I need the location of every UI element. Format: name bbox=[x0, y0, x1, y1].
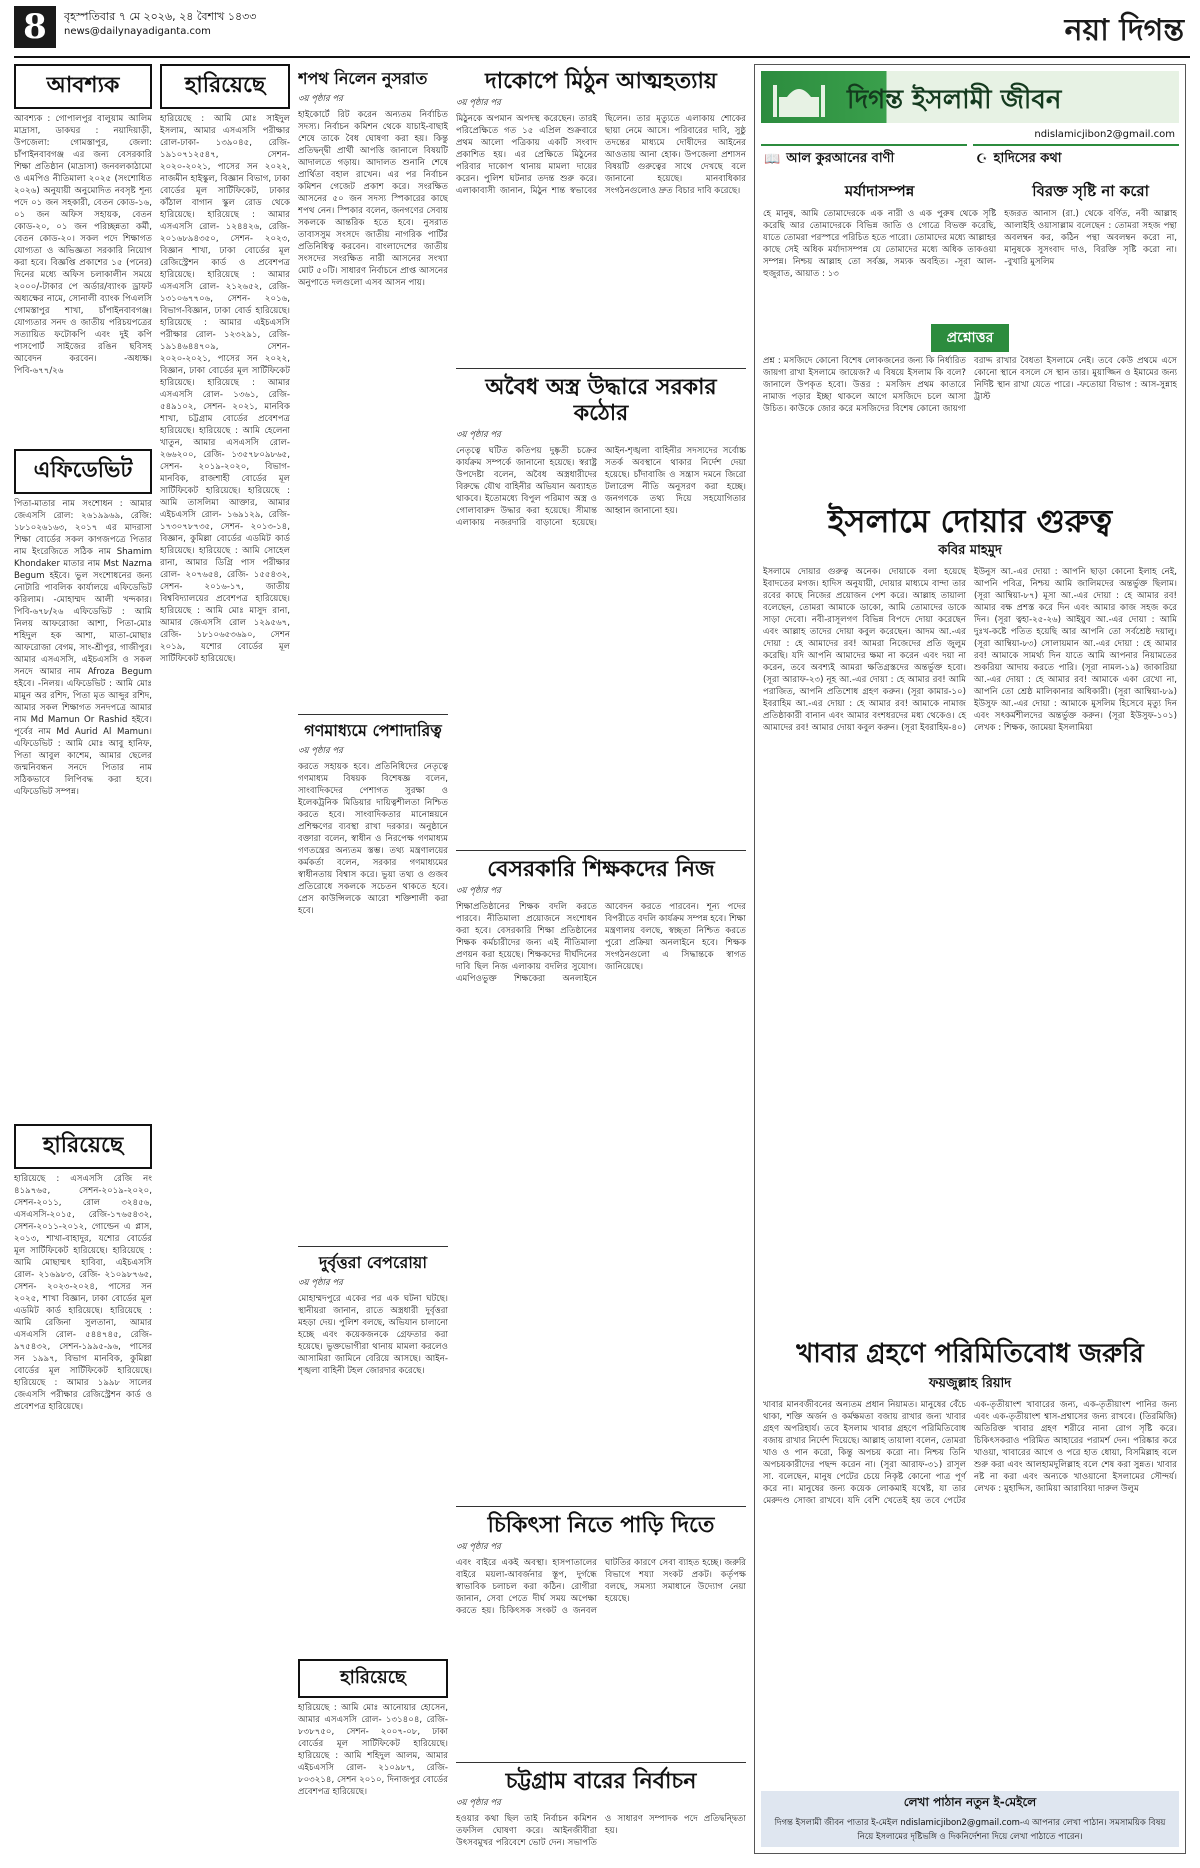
quran-tab bbox=[761, 144, 967, 173]
headline-dua-importance[interactable]: ইসলামে দোয়ার গুরুত্ব bbox=[827, 502, 1113, 540]
headline-ctg-bar-election[interactable]: চট্টগ্রাম বারের নির্বাচন bbox=[505, 1768, 697, 1794]
masthead-rule bbox=[14, 56, 1190, 58]
logo-text: নয়া দিগন্ত bbox=[1064, 13, 1184, 48]
submit-article-footer bbox=[761, 1791, 1179, 1847]
page-number: 8 bbox=[14, 6, 56, 48]
mosque-icon bbox=[769, 77, 829, 117]
islamic-life-section bbox=[754, 64, 1186, 1854]
story-medical-travel: এবং বাইরে একই অবস্থা। হাসপাতালের বাইরে ময়লা-আবর্জনার স্তূপ, দুর্গন্ধে স্বাভাবিক চলাচল করা কঠিন। রোগীরা জানান, সেবা পেতে দীর্ঘ সময় অপেক্ষা করতে হয়। চিকিৎসক সংকট ও জনবল ঘাটতির কারণে সেবা ব্যাহত হচ্ছে। জরুরি বিভাগে শয্যা সংকট প্রকট। কর্তৃপক্ষ বলছে, সমস্যা সমাধানে উদ্যোগ নেয়া হয়েছে। bbox=[456, 1558, 746, 1616]
hadith-text: হজরত আনাস (রা.) থেকে বর্ণিত, নবী আল্লাহ আলাইহি ওয়াসাল্লাম বলেছেন : তোমরা সহজ পন্থা অবলম্বন কর, কঠিন পন্থা অবলম্বন করো না, মানুষকে সুসংবাদ দাও, বিরক্তি সৃষ্টি করো না। -বুখারি মুসলিম bbox=[1004, 209, 1177, 267]
divider bbox=[456, 1506, 746, 1507]
headline-private-teachers[interactable]: বেসরকারি শিক্ষকদের নিজ bbox=[487, 856, 715, 882]
news-column-3 bbox=[298, 64, 448, 1854]
quran-hadith-content bbox=[755, 177, 1185, 318]
continued-tag: ৩য় পৃষ্ঠার পর bbox=[456, 98, 501, 108]
story-nusrat-oath: হাইকোর্টে রিট করেন অন্যতম নির্বাচিত সদস্য। নির্বাচন কমিশন থেকে যাচাই-বাছাই শেষে তাকে বৈধ ঘোষণা করা হয়। কিন্তু প্রতিদ্বন্দ্বী প্রার্থী আপত্তি জানালে বিষয়টি আদালতে গড়ায়। আদালত শুনানি শেষে প্রার্থিতা বহাল রাখেন। এর পর নির্বাচন কমিশন গেজেট প্রকাশ করে। সংরক্ষিত আসনের ৫০ জন সদস্য স্পিকারের কাছে শপথ নেন। স্পিকার বলেন, জনগণের সেবায় সকলকে আন্তরিক হতে হবে। নুসরাত তাবাসসুম সংসদে জাতীয় নাগরিক পার্টির প্রতিনিধিত্ব করবেন। বাংলাদেশের জাতীয় সংসদের সংরক্ষিত নারী আসনের সংখ্যা মোট ৫০টি। সাধারণ নির্বাচনে প্রাপ্ত আসনের অনুপাতে দলগুলো এসব আসন পায়। bbox=[298, 110, 448, 288]
continued-tag: ৩য় পৃষ্ঠার পর bbox=[456, 430, 501, 440]
headline-nusrat-oath[interactable]: শপথ নিলেন নুসরাত bbox=[298, 69, 428, 88]
classifieds-column-1 bbox=[14, 64, 152, 1854]
dateline: বৃহস্পতিবার ৭ মে ২০২৬, ২৪ বৈশাখ ১৪৩৩ bbox=[64, 10, 257, 23]
classifieds-column-2 bbox=[160, 64, 290, 1854]
qa-text: প্রশ্ন : মসজিদে কোনো বিশেষ লোকজনের জন্য কি নির্ধারিত জায়গা রাখা ইসলামে জায়েজ? এ বিষয়ে ইসলাম কি বলে? জানালে উপকৃত হবো। উত্তর : মসজিদ প্রথম কাতারে নামাজ পড়ার ইচ্ছা থাকলে আগে মসজিদে চলে আসা উচিত। কাউকে জোর করে মসজিদের বিশেষ কোনো জায়গা বরাদ্দ রাখার বৈধতা ইসলামে নেই। তবে কেউ প্রথমে এসে কোনো স্থানে বসলে সে স্থান তার। মুয়াজ্জিন ও ইমামের জন্য নির্দিষ্ট স্থান রাখা যেতে পারে। -ফতোয়া বিভাগ : আস-সুন্নাহ ট্রাস্ট bbox=[763, 356, 1177, 414]
lost-notices-2: হারিয়েছে : আমি মোঃ সাইদুল ইসলাম, আমার এসএসসি পরীক্ষার রোল-ঢাকা- ১৩৯০৪৫, রেজি- ১৯১০৭১২৫৪৭, সেশন- ২০২০-২০২১, পাসের সন ২০২২, নাজমীন হাইস্কুল, বিজ্ঞান বিভাগ, ঢাকা বোর্ডের মূল সার্টিফিকেট, ঢাকার কাঁঠাল বাগান স্কুল রোড থেকে হারিয়েছে। হারিয়েছে : আমার এসএসসি রোল- ১২৪৪২৬, রেজি- ২০১৬৮৯৪৩৫০, সেশন- ২০২৩, বিজ্ঞান শাখা, ঢাকা বোর্ডের মূল রেজিস্ট্রেশন কার্ড ও প্রবেশপত্র হারিয়েছে। হারিয়েছে : আমার এসএসসি রোল- ২১২৬৫২, রেজি- ১৩১০৬৭৭০৬, সেশন- ২০১৬, বিভাগ-বিজ্ঞান, ঢাকা বোর্ড হারিয়েছে। হারিয়েছে : আমার এইচএসসি পরীক্ষার রোল- ১২৩২৯১, রেজি- ১৯১৪৬৪৪৭০৯, সেশন- ২০২০-২০২১, পাসের সন ২০২২, বিজ্ঞান, ঢাকা বোর্ডের মূল সার্টিফিকেট হারিয়েছে। হারিয়েছে : আমার এসএসসি রোল- ১৩৬১, রেজি- ৫৪৯১০২, সেশন- ২০২১, মানবিক শাখা, চট্টগ্রাম বোর্ডের প্রবেশপত্র হারিয়েছে। হারিয়েছে : আমি হেলেনা খাতুন, আমার এসএসসি রোল- ২৬৬২০০, রেজি- ১৩৫৭৮০৯৮৬৫, সেশন- ২০১৯-২০২০, বিভাগ- মানবিক, রাজশাহী বোর্ডের মূল সার্টিফিকেট হারিয়েছে। হারিয়েছে : আমি তাসলিমা আক্তার, আমার এইচএসসি রোল- ১৬৯১২৯, রেজি- ১৭৩০৭৮৭৩৫, সেশন- ২০১৩-১৪, বিজ্ঞান, কুমিল্লা বোর্ডের এডমিট কার্ড হারিয়েছে। হারিয়েছে : আমি সোহেল রানা, আমার ডিগ্রি পাস পরীক্ষার রোল- ২০৭৬৫৪, রেজি- ১৫৫৪৩২, সেশন- ২০১৬-১৭, জাতীয় বিশ্ববিদ্যালয়ের প্রবেশপত্র হারিয়েছে। হারিয়েছে : আমি মোঃ মাসুদ রানা, আমার জেএসসি রোল ১২৯৫৬৭, রেজি- ১৮১০৬৫৩৬৯০, সেশন ২০১৯, যশোর বোর্ডের মূল সার্টিফিকেট হারিয়েছে। bbox=[160, 114, 290, 664]
lost-notices-3: হারিয়েছে : আমি মোঃ আনোয়ার হোসেন, আমার এসএসসি রোল- ১৩১৪০৪, রেজি- ৮৩৮৭৫০, সেশন- ২০০৭-০৮, ঢাকা বোর্ডের মূল সার্টিফিকেট হারিয়েছে। হারিয়েছে : আমি শহিদুল আলম, আমার এইচএসসি রোল- ২১০৯৮৭, রেজি- ৮০৩২১৪, সেশন ২০১০, দিনাজপুর বোর্ডের প্রবেশপত্র হারিয়েছে। bbox=[298, 1703, 448, 1797]
headline-media-professionalism[interactable]: গণমাধ্যমে পেশাদারিত্ব bbox=[304, 721, 442, 740]
affidavit-notices: পিতা-মাতার নাম সংশোধন : আমার জেএসসি রোল: ২৬১৯৯৬৯, রেজি: ১৮১০২৬১৬৩, ২০১৭ এর মাদরাসা শিক্ষা বোর্ডের সকল কাগজপত্রে পিতার নাম ইংরেজিতে সঠিক নাম Shamim Khondaker মাতার নাম Mst Nazma Begum হইবে। ভুল সংশোধনের জন্য নোটারি পাবলিক কার্যালয়ে এফিডেভিট করিলাম। -মোহাম্মদ আলী খন্দকার। পিবি-৬৭৮/২৬ এফিডেভিট : আমি নিলয় আফরোজা আশা, পিতা-মোঃ শহিদুল হক আশা, মাতা-মোছাঃ আফরোজা বেগম, সাং-শ্রীপুর, গাজীপুর। আমার এসএসসি, এইচএসসি ও সকল সনদে আমার নাম Afroza Begum হইবে। -নিলয়। এফিডেভিট : আমি মোঃ মামুন অর রশিদ, পিতা মৃত আব্দুর রশিদ, আমার সকল শিক্ষাগত সনদপত্রে আমার নাম Md Mamun Or Rashid হইবে। পূর্বের নাম Md Aurid Al Mamun। এফিডেভিট : আমি মোঃ আবু হানিফ, পিতা আবুল কাশেম, আমার ছেলের জন্মনিবন্ধন সনদে পিতার নাম সঠিকভাবে লিপিবদ্ধ করা হবে। এফিডেভিট সম্পন্ন। bbox=[14, 499, 152, 797]
headline-miscreants[interactable]: দুর্বৃত্তরা বেপরোয়া bbox=[319, 1253, 427, 1272]
quran-hadith-tabs bbox=[761, 144, 1179, 173]
continued-tag: ৩য় পৃষ্ঠার পর bbox=[456, 1798, 501, 1808]
continued-tag: ৩য় পৃষ্ঠার পর bbox=[456, 1542, 501, 1552]
quran-title: মর্যাদাসম্পন্ন bbox=[844, 182, 915, 200]
divider bbox=[298, 714, 448, 715]
continued-tag: ৩য় পৃষ্ঠার পর bbox=[298, 746, 343, 756]
hadith-block bbox=[1004, 177, 1177, 318]
masthead bbox=[14, 6, 1190, 56]
crescent-icon: ☪ bbox=[976, 152, 988, 167]
footer-heading: লেখা পাঠান নতুন ই-মেইলে bbox=[903, 1795, 1037, 1809]
wanted-notice: আবশ্যক : গোপালপুর বালুয়াম আলিম মাদ্রাসা, ডাকঘর : নয়াদিয়াড়ী, উপজেলা: গোমস্তাপুর, জেলা: চাঁপাইনবাবগঞ্জ এর জন্য বেসরকারি শিক্ষা প্রতিষ্ঠান (মাদ্রাসা) জনবলকাঠামো ও এমপিও নীতিমালা ২০২৫ (সংশোধিত ২০২৬) অনুযায়ী অনুমোদিত নবসৃষ্ট শূন্য পদে ০১ জন সহকারী, বেতন কোড-১৬, ০১ জন অফিস সহায়ক, বেতন কোড-২০, ০১ জন পরিচ্ছন্নতা কর্মী, বেতন কোড-২০। সকল পদে শিক্ষাগত যোগ্যতা ও অভিজ্ঞতা সরকারি নিয়োগ করা হবে। বিজ্ঞপ্তি প্রকাশের ১৫ (পনের) দিনের মধ্যে অফিস চলাকালীন সময়ে ২০০০/-টাকার পে অর্ডার/ব্যাংক ড্রাফট অধ্যক্ষের নামে, সোনালী ব্যাংক পিএলসি গোমস্তাপুর শাখা, চাঁপাইনবাবগঞ্জ। যোগ্যতার সনদ ও জাতীয় পরিচয়পত্রের সত্যায়িত ফটোকপি এবং দুই কপি পাসপোর্ট সাইজের রঙিন ছবিসহ আবেদন করবেন। -অধ্যক্ষ। পিবি-৬৭৭/২৬ bbox=[14, 114, 152, 376]
islamic-banner bbox=[761, 71, 1179, 123]
footer-text: দিগন্ত ইসলামী জীবন পাতার ই-মেইল ndislamicjibon2@gmail.com-এ আপনার লেখা পাঠান। সমসাময়িক বিষয় নিয়ে ইসলামের দৃষ্টিভঙ্গি ও দিকনির্দেশনা দিয়ে লেখা পাঠাতে পারেন। bbox=[774, 1818, 1166, 1842]
continued-tag: ৩য় পৃষ্ঠার পর bbox=[298, 1278, 343, 1288]
quran-tab-label: আল কুরআনের বাণী bbox=[786, 151, 895, 166]
story-dua-importance: ইসলামে দোয়ার গুরুত্ব অনেক। দোয়াকে বলা হয়েছে ইবাদতের মগজ। হাদিস অনুযায়ী, দোয়ার মাধ্যমে বান্দা তার রবের কাছে নিজের প্রয়োজন পেশ করে। আল্লাহ তায়ালা বলেছেন, তোমরা আমাকে ডাকো, আমি তোমাদের ডাকে সাড়া দেবো। নবী-রাসূলগণ বিভিন্ন বিপদে দোয়া করেছেন এবং আল্লাহ তাদের দোয়া কবুল করেছেন। আদম আ.-এর দোয়া : হে আমাদের রব! আমরা নিজেদের প্রতি জুলুম করেছি। যদি আপনি আমাদের ক্ষমা না করেন এবং দয়া না করেন, তবে অবশ্যই আমরা ক্ষতিগ্রস্তদের অন্তর্ভুক্ত হবো। (সূরা আরাফ-২৩) নূহ আ.-এর দোয়া : হে আমার রব! আমি পরাজিত, আপনি প্রতিশোধ গ্রহণ করুন। (সূরা কামার-১০) ইবরাহিম আ.-এর দোয়া : হে আমার রব! আমাকে নামাজ প্রতিষ্ঠাকারী বানান এবং আমার বংশধরদের মধ্য থেকেও। হে আমাদের রব! আমার দোয়া কবুল করুন। (সূরা ইবরাহিম-৪০) ইউনুস আ.-এর দোয়া : আপনি ছাড়া কোনো ইলাহ নেই, আপনি পবিত্র, নিশ্চয় আমি জালিমদের অন্তর্ভুক্ত ছিলাম। (সূরা আম্বিয়া-৮৭) মূসা আ.-এর দোয়া : হে আমার রব! আমার বক্ষ প্রশস্ত করে দিন এবং আমার কাজ সহজ করে দিন। (সূরা ত্বহা-২৫-২৬) আইয়ুব আ.-এর দোয়া : আমি দুঃখ-কষ্টে পতিত হয়েছি আর আপনি তো সর্বশ্রেষ্ঠ দয়ালু। (সূরা আম্বিয়া-৮৩) সোলায়মান আ.-এর দোয়া : হে আমার রব! আমাকে সামর্থ্য দিন যাতে আমি আপনার নিয়ামতের শুকরিয়া আদায় করতে পারি। (সূরা নামল-১৯) জাকারিয়া আ.-এর দোয়া : হে আমার রব! আমাকে একা রেখো না, আপনি তো শ্রেষ্ঠ মালিকানার অধিকারী। (সূরা আম্বিয়া-৮৯) ইউসুফ আ.-এর দোয়া : আমাকে মুসলিম হিসেবে মৃত্যু দিন এবং সৎকর্মশীলদের অন্তর্ভুক্ত করুন। (সূরা ইউসুফ-১০১) লেখক : শিক্ষক, জামেয়া ইসলামিয়া bbox=[763, 567, 1177, 733]
hadith-title: বিরক্ত সৃষ্টি না করো bbox=[1032, 182, 1149, 200]
story-moderate-eating: খাবার মানবজীবনের অন্যতম প্রধান নিয়ামত। মানুষের বেঁচে থাকা, শক্তি অর্জন ও কর্মক্ষমতা বজায় রাখার জন্য খাবার গ্রহণ অপরিহার্য। তবে ইসলাম খাবার গ্রহণে পরিমিতিবোধ বজায় রাখার নির্দেশ দিয়েছে। আল্লাহ তায়ালা বলেন, তোমরা খাও ও পান করো, কিন্তু অপচয় করো না। নিশ্চয় তিনি অপচয়কারীদের পছন্দ করেন না। (সূরা আরাফ-৩১) রাসূল সা. বলেছেন, মানুষ পেটের চেয়ে নিকৃষ্ট কোনো পাত্র পূর্ণ করে না। মানুষের জন্য কয়েক লোকমাই যথেষ্ট, যা তার মেরুদণ্ড সোজা রাখবে। যদি বেশি খেতেই হয় তবে পেটের এক-তৃতীয়াংশ খাবারের জন্য, এক-তৃতীয়াংশ পানির জন্য এবং এক-তৃতীয়াংশ শ্বাস-প্রশ্বাসের জন্য রাখবে। (তিরমিজি) অতিরিক্ত খাবার গ্রহণ শরীরে নানা রোগ সৃষ্টি করে। চিকিৎসকরাও পরিমিত আহারের পরামর্শ দেন। পরিষ্কার করে খাওয়া, খাবারের আগে ও পরে হাত ধোয়া, বিসমিল্লাহ বলে শুরু করা এবং আলহামদুলিল্লাহ বলে শেষ করা সুন্নত। খাবার নষ্ট না করা এবং অন্যকে খাওয়ানো ইসলামের সৌন্দর্য। লেখক : মুহাদ্দিস, জামিয়া আরাবিয়া দারুল উলুম bbox=[763, 1400, 1177, 1506]
book-icon: 📖 bbox=[764, 152, 781, 167]
newspaper-logo[interactable] bbox=[1065, 6, 1184, 54]
story-media-professionalism: করতে সহায়ক হবে। প্রতিনিধিদের নেতৃত্বে গণমাধ্যম বিষয়ক বিশেষজ্ঞ বলেন, সাংবাদিকদের পেশাগত সুরক্ষা ও ইলেকট্রনিক মিডিয়ার দায়িত্বশীলতা নিশ্চিত করতে হবে। সাংবাদিকতার মানোন্নয়নে প্রশিক্ষণের ব্যবস্থা রাখা দরকার। অনুষ্ঠানে বক্তারা বলেন, স্বাধীন ও নিরপেক্ষ গণমাধ্যম গণতন্ত্রের অন্যতম স্তম্ভ। তথ্য মন্ত্রণালয়ের কর্মকর্তা বলেন, সরকার গণমাধ্যমের স্বাধীনতায় বিশ্বাস করে। ভুয়া তথ্য ও গুজব প্রতিরোধে সকলকে সচেতন থাকতে হবে। প্রেস কাউন্সিলকে আরো শক্তিশালী করা হবে। bbox=[298, 762, 448, 916]
story-private-teachers: শিক্ষাপ্রতিষ্ঠানের শিক্ষক বদলি করতে পারবে। নীতিমালা প্রয়োজনে সংশোধন করা হবে। বেসরকারি শিক্ষা প্রতিষ্ঠানের শিক্ষক কর্মচারীদের জন্য এই নীতিমালা প্রণয়ন করা হয়েছে। শিক্ষকদের দীর্ঘদিনের দাবি ছিল নিজ এলাকায় বদলির সুযোগ। এমপিওভুক্ত শিক্ষকেরা অনলাইনে আবেদন করতে পারবেন। শূন্য পদের বিপরীতে বদলি কার্যক্রম সম্পন্ন হবে। শিক্ষা মন্ত্রণালয় বলছে, স্বচ্ছতা নিশ্চিত করতে পুরো প্রক্রিয়া অনলাইনে হবে। শিক্ষক সংগঠনগুলো এ সিদ্ধান্তকে স্বাগত জানিয়েছে। bbox=[456, 902, 746, 984]
qa-heading bbox=[763, 324, 1177, 352]
islamic-section-title: দিগন্ত ইসলামী জীবন bbox=[847, 85, 1062, 115]
quran-block bbox=[763, 177, 996, 318]
divider bbox=[456, 368, 746, 369]
quran-text: হে মানুষ, আমি তোমাদেরকে এক নারী ও এক পুরুষ থেকে সৃষ্টি করেছি আর তোমাদেরকে বিভিন্ন জাতি ও গোত্রে বিভক্ত করেছি, যাতে তোমরা পরস্পরে পরিচিত হতে পারো। তোমাদের মধ্যে আল্লাহর কাছে সেই অধিক মর্যাদাসম্পন্ন যে তোমাদের মধ্যে অধিক তাকওয়া সম্পন্ন। নিশ্চয় আল্লাহ তো সর্বজ্ঞ, সম্যক অবহিত। -সূরা আল-হুজুরাত, আয়াত : ১৩ bbox=[763, 209, 997, 279]
story-ctg-bar-election: হওয়ার কথা ছিল তাই নির্বাচন কমিশন তফসিল ঘোষণা করে। আইনজীবীরা উৎসবমুখর পরিবেশে ভোট দেন। সভাপতি ও সাধারণ সম্পাদক পদে প্রতিদ্বন্দ্বিতা হয়। bbox=[456, 1814, 746, 1848]
divider bbox=[456, 850, 746, 851]
newsroom-email[interactable]: news@dailynayadiganta.com bbox=[64, 26, 211, 37]
islamic-section-email[interactable]: ndislamicjibon2@gmail.com bbox=[1034, 129, 1175, 140]
continued-tag: ৩য় পৃষ্ঠার পর bbox=[456, 886, 501, 896]
headline-dakop-suicide[interactable]: দাকোপে মিঠুন আত্মহত্যায় bbox=[485, 68, 717, 94]
story-dakop-suicide: মিঠুনকে অপমান অপদস্থ করেছেন। তারই পরিপ্রেক্ষিতে গত ১৫ এপ্রিল শুক্রবারে প্রথম আলো পত্রিকায় একটি সংবাদ প্রকাশিত হয়। এর প্রেক্ষিতে মিঠুনের পরিবার দাকোপ থানায় মামলা দায়ের করেন। পুলিশ ঘটনার তদন্ত শুরু করে। এলাকাবাসী জানান, মিঠুন শান্ত স্বভাবের ছিলেন। তার মৃত্যুতে এলাকায় শোকের ছায়া নেমে আসে। পরিবারের দাবি, সুষ্ঠু তদন্তের মাধ্যমে দোষীদের আইনের আওতায় আনা হোক। উপজেলা প্রশাসন বিষয়টি গুরুত্বের সাথে দেখছে বলে জানানো হয়েছে। মানবাধিকার সংগঠনগুলোও দ্রুত বিচার দাবি করেছে। bbox=[456, 114, 746, 196]
section-head-wanted: আবশ্যক bbox=[14, 64, 152, 109]
section-head-lost: হারিয়েছে bbox=[14, 1124, 152, 1169]
headline-moderate-eating[interactable]: খাবার গ্রহণে পরিমিতিবোধ জরুরি bbox=[796, 1339, 1144, 1369]
news-column-4 bbox=[456, 64, 746, 1854]
lost-notices: হারিয়েছে : এসএসসি রেজি নং ৪১৯৭৬৫, সেশন-২০১৯-২০২০, সেশন-২০১১, রোল ৩২৪৫৬, এসএসসি-২০১৫, রেজি-১৭৬৫৪৩২, সেশন-২০১১-২০১২, গোল্ডেন এ প্লাস, ২০১৩, শাখা-বাহাদুর, যশোর বোর্ডের মূল সার্টিফিকেট হারিয়েছে। হারিয়েছে : আমি মোছাম্মৎ হাবিবা, এইচএসসি রোল- ২১৬৯৮৩, রেজি- ২১০৯৮৭৬৫, সেশন- ২০২৩-২০২৪, পাসের সন ২০২৫, শাখা বিজ্ঞান, ঢাকা বোর্ডের মূল এডমিট কার্ড হারিয়েছে। হারিয়েছে : আমি রেজিনা সুলতানা, আমার এসএসসি রোল- ৫৪৪৭৪৫, রেজি- ৯৭৫৪৩২, সেশন-১৯৯৫-৯৬, পাসের সন ১৯৯৭, বিভাগ মানবিক, কুমিল্লা বোর্ডের মূল সার্টিফিকেট হারিয়েছে। হারিয়েছে : আমার ১৯৯৮ সালের জেএসসি পরীক্ষার রেজিস্ট্রেশন কার্ড ও প্রবেশপত্র হারিয়েছে। bbox=[14, 1174, 152, 1412]
section-head-lost-2: হারিয়েছে bbox=[160, 64, 290, 109]
divider bbox=[456, 1762, 746, 1763]
hadith-tab-label: হাদিসের কথা bbox=[993, 151, 1062, 166]
byline-dua-article: কবির মাহমুদ bbox=[938, 543, 1002, 558]
headline-medical-travel[interactable]: চিকিৎসা নিতে পাড়ি দিতে bbox=[487, 1512, 715, 1538]
byline-eating-article: ফয়জুল্লাহ রিয়াদ bbox=[928, 1376, 1012, 1391]
headline-illegal-arms[interactable]: অবৈধ অস্ত্র উদ্ধারে সরকার কঠোর bbox=[485, 374, 717, 426]
divider bbox=[298, 1246, 448, 1247]
qa-heading-label: প্রশ্নোত্তর bbox=[931, 324, 1010, 352]
section-head-affidavit: এফিডেভিট bbox=[14, 449, 152, 494]
story-miscreants: মোহাম্মদপুরে একের পর এক ঘটনা ঘটছে। স্থানীয়রা জানান, রাতে অস্ত্রধারী দুর্বৃত্তরা মহড়া দেয়। পুলিশ বলছে, অভিযান চালানো হচ্ছে এবং কয়েকজনকে গ্রেফতার করা হয়েছে। ভুক্তভোগীরা থানায় মামলা করলেও আসামিরা জামিনে বেরিয়ে আসছে। আইন-শৃঙ্খলা বাহিনী টহল জোরদার করেছে। bbox=[298, 1294, 448, 1376]
story-illegal-arms: নেতৃত্বে ঘটিত কতিপয় দুষ্কৃতী চক্রের কার্যক্রম সম্পর্কে জানানো হয়েছে। স্বরাষ্ট্র উপদেষ্টা বলেন, অবৈধ অস্ত্রধারীদের বিরুদ্ধে যৌথ বাহিনীর অভিযান অব্যাহত থাকবে। ইতোমধ্যে বিপুল পরিমাণ অস্ত্র ও গোলাবারুদ উদ্ধার করা হয়েছে। সীমান্ত এলাকায় নজরদারি বাড়ানো হয়েছে। আইন-শৃঙ্খলা বাহিনীর সদস্যদের সর্বোচ্চ সতর্ক অবস্থানে থাকার নির্দেশ দেয়া হয়েছে। চাঁদাবাজি ও সন্ত্রাস দমনে জিরো টলারেন্স নীতি অনুসরণ করা হচ্ছে। জনগণকে তথ্য দিয়ে সহযোগিতার আহ্বান জানানো হয়। bbox=[456, 446, 746, 528]
hadith-tab bbox=[973, 144, 1179, 173]
section-head-lost-3: হারিয়েছে bbox=[298, 1659, 448, 1698]
continued-tag: ৩য় পৃষ্ঠার পর bbox=[298, 94, 343, 104]
